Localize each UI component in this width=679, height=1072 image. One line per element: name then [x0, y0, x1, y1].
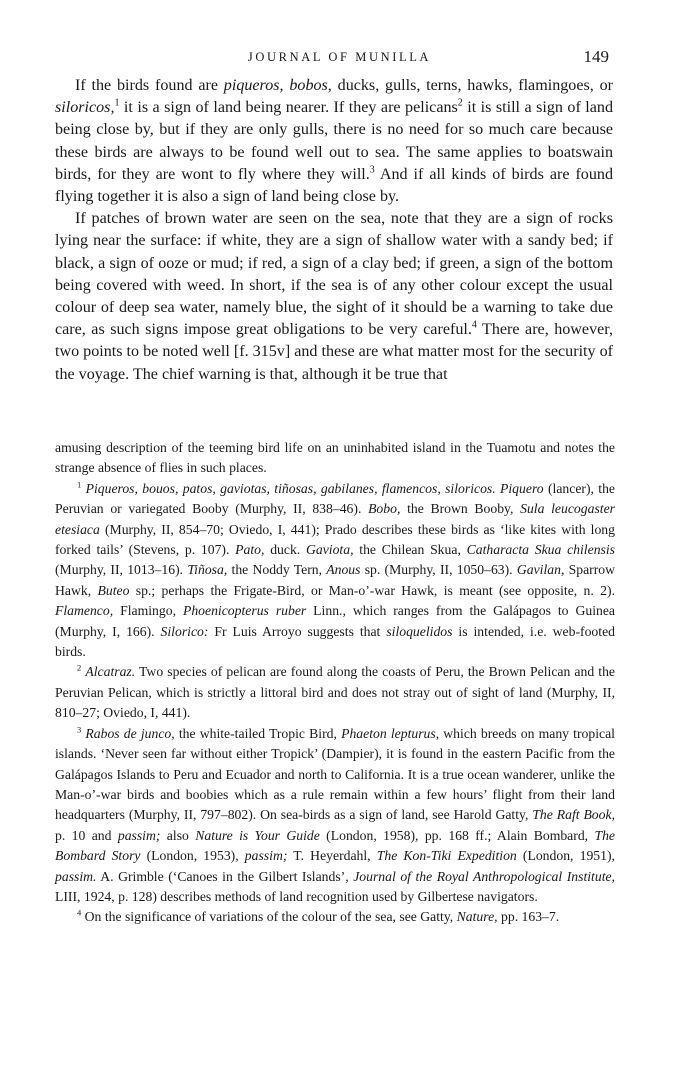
text-run: Two species of pelican are found along the coasts of Peru, the Brown Pelican and the Peruvian Pelican, which is strictly a littoral bird and does not stray out of sight of land (Murphy, II, 810–27; Oviedo, I, 441).: [55, 664, 615, 721]
italic-term: Journal of the Royal Anthropological Institute,: [353, 868, 615, 884]
footnote-number: 2: [77, 662, 82, 673]
footnote-number: 4: [77, 907, 82, 918]
text-run: A. Grimble (‘Canoes in the Gilbert Islands’,: [96, 868, 354, 884]
italic-term: Tiñosa,: [187, 562, 228, 578]
italic-term: piqueros, bobos,: [223, 77, 332, 94]
text-run: T. Heyerdahl,: [287, 848, 377, 864]
text-run: (London, 1951),: [516, 848, 615, 864]
italic-term: The Raft Book,: [532, 807, 615, 823]
footnote-marker-2: 2: [457, 97, 463, 109]
italic-term: passim;: [117, 827, 161, 843]
italic-term: The Bombard Story: [55, 827, 615, 864]
italic-term: siloricos,: [55, 99, 115, 117]
text-run: And if all kinds of birds are found flying together it is also a sign of land being close by.: [55, 165, 613, 206]
text-run: (lancer), the Peruvian or variegated Booby (Murphy, II, 838–46).: [55, 480, 615, 517]
text-run: the Brown Booby,: [400, 501, 521, 517]
text-run: pp. 163–7.: [497, 909, 560, 925]
text-run: (Murphy, II, 1013–16).: [55, 562, 188, 578]
italic-term: Flamenco,: [55, 603, 114, 619]
running-head: [70, 47, 609, 72]
italic-term: Bobo,: [368, 501, 401, 517]
footnote-1: [55, 479, 615, 663]
italic-term: Anous: [326, 562, 361, 578]
italic-term: Nature,: [456, 909, 498, 925]
text-run: which breeds on many tropical islands. ‘Never seen far without either Tropick’ (Dampier), it is found in the eastern Pacific from the Galápagos Islands to Peru and Ecuador and north to California. It is a true ocean wanderer, unlike the Man-o’-war birds and boobies which as a rule remain within a few hours’ flight from their land headquarters (Murphy, II, 797–802). On sea-birds as a sign of land, see Harold Gatty,: [55, 725, 615, 823]
text-run: LIII, 1924, p. 128) describes methods of land recognition used by Gilbertese navigators.: [55, 888, 538, 904]
running-title: JOURNAL OF MUNILLA: [247, 50, 432, 64]
footnote-continuation: amusing description of the teeming bird life on an uninhabited island in the Tuamotu and notes the strange absence of flies in such places.: [55, 440, 615, 476]
footnote-marker-1: 1: [114, 97, 120, 109]
text-run: p. 10 and: [55, 827, 118, 843]
italic-term: Phoenicopterus ruber: [182, 603, 307, 619]
page-number: 149: [583, 47, 609, 66]
text-run: the Chilean Skua,: [353, 542, 467, 558]
italic-term: Silorico:: [160, 623, 209, 639]
text-run: it is a sign of land being nearer. If they are pelicans: [119, 99, 458, 117]
text-run: sp.; perhaps the Frigate-Bird, or Man-o’-war Hawk, is meant (see opposite, n. 2).: [129, 582, 615, 598]
text-run: (London, 1953),: [140, 848, 245, 864]
italic-term: Alcatraz.: [85, 664, 136, 680]
text-run: Flamingo,: [113, 603, 183, 619]
italic-term: Sula leucogaster etesiaca: [55, 501, 615, 537]
text-run: (London, 1958), pp. 168 ff.; Alain Bombard,: [319, 827, 595, 843]
main-text: [55, 75, 613, 386]
footnote-marker-3: 3: [369, 164, 375, 176]
paragraph-water-colour: [55, 208, 613, 386]
text-run: also: [160, 827, 196, 843]
italic-term: Rabos de junco,: [85, 725, 175, 741]
footnote-3: [55, 724, 615, 908]
text-run: Linn., which ranges from the Galápagos to Guinea (Murphy, I, 166).: [55, 603, 615, 639]
text-run: the white-tailed Tropic Bird,: [174, 725, 342, 741]
italic-term: The Kon-Tiki Expedition: [376, 848, 517, 864]
text-run: Fr Luis Arroyo suggests that: [208, 623, 387, 639]
italic-term: Catharacta Skua chilensis: [466, 542, 615, 558]
text-run: (Murphy, II, 854–70; Oviedo, I, 441); Prado describes these birds as ‘like kites with long forked tails’ (Stevens, p. 107).: [55, 521, 615, 558]
italic-term: siloquelidos: [386, 623, 453, 639]
text-run: the Noddy Tern,: [227, 562, 327, 578]
footnote-2: [55, 662, 615, 723]
italic-term: passim.: [55, 868, 97, 884]
text-run: sp. (Murphy, II, 1050–63).: [360, 562, 517, 578]
text-run: Sparrow Hawk,: [55, 562, 615, 598]
italic-term: Piqueros, bouos, patos, gaviotas, tiñosas, gabilanes, flamencos, siloricos. Piquero: [85, 480, 544, 496]
footnote-number: 3: [77, 724, 82, 735]
italic-term: Gavilan,: [516, 562, 565, 578]
italic-term: Gaviota,: [305, 542, 354, 558]
footnote-4: [55, 907, 615, 927]
italic-term: Pato,: [235, 542, 265, 558]
italic-term: Phaeton lepturus,: [341, 725, 440, 741]
footnotes: [55, 438, 615, 928]
text-run: There are, however, two points to be noted well [f. 315v] and these are what matter most for the security of the voyage. The chief warning is that, although it be true that: [55, 321, 613, 383]
italic-term: passim;: [244, 848, 288, 864]
text-run: If patches of brown water are seen on the sea, note that they are a sign of rocks lying near the surface: if white, they are a sign of shallow water with a sandy bed; if black, a sign of ooze or mud; if red, a sign of a clay bed; if green, a sign of the bottom being covered with weed. In short, if the sea is of any other colour except the usual colour of deep sea water, namely blue, the sight of it should be a warning to take due care, as such signs impose great obligations to be very careful.: [55, 210, 613, 339]
text-run: If the birds found are: [75, 77, 224, 94]
paragraph-birds: [55, 75, 613, 208]
text-run: duck.: [264, 542, 306, 558]
footnote-marker-4: 4: [471, 319, 477, 331]
text-run: On the significance of variations of the colour of the sea, see Gatty,: [84, 909, 457, 925]
footnote-number: 1: [77, 479, 82, 490]
italic-term: Buteo: [97, 582, 130, 598]
text-run: ducks, gulls, terns, hawks, flamingoes, or: [331, 77, 613, 94]
italic-term: Nature is Your Guide: [195, 827, 320, 843]
text-run: it is still a sign of land being close by, but if they are only gulls, there is no need for so much care because these birds are always to be found well out to sea. The same applies to boatswain birds, for they are wont to fly where they will.: [55, 99, 614, 183]
text-run: is intended, i.e. web-footed birds.: [55, 623, 616, 660]
